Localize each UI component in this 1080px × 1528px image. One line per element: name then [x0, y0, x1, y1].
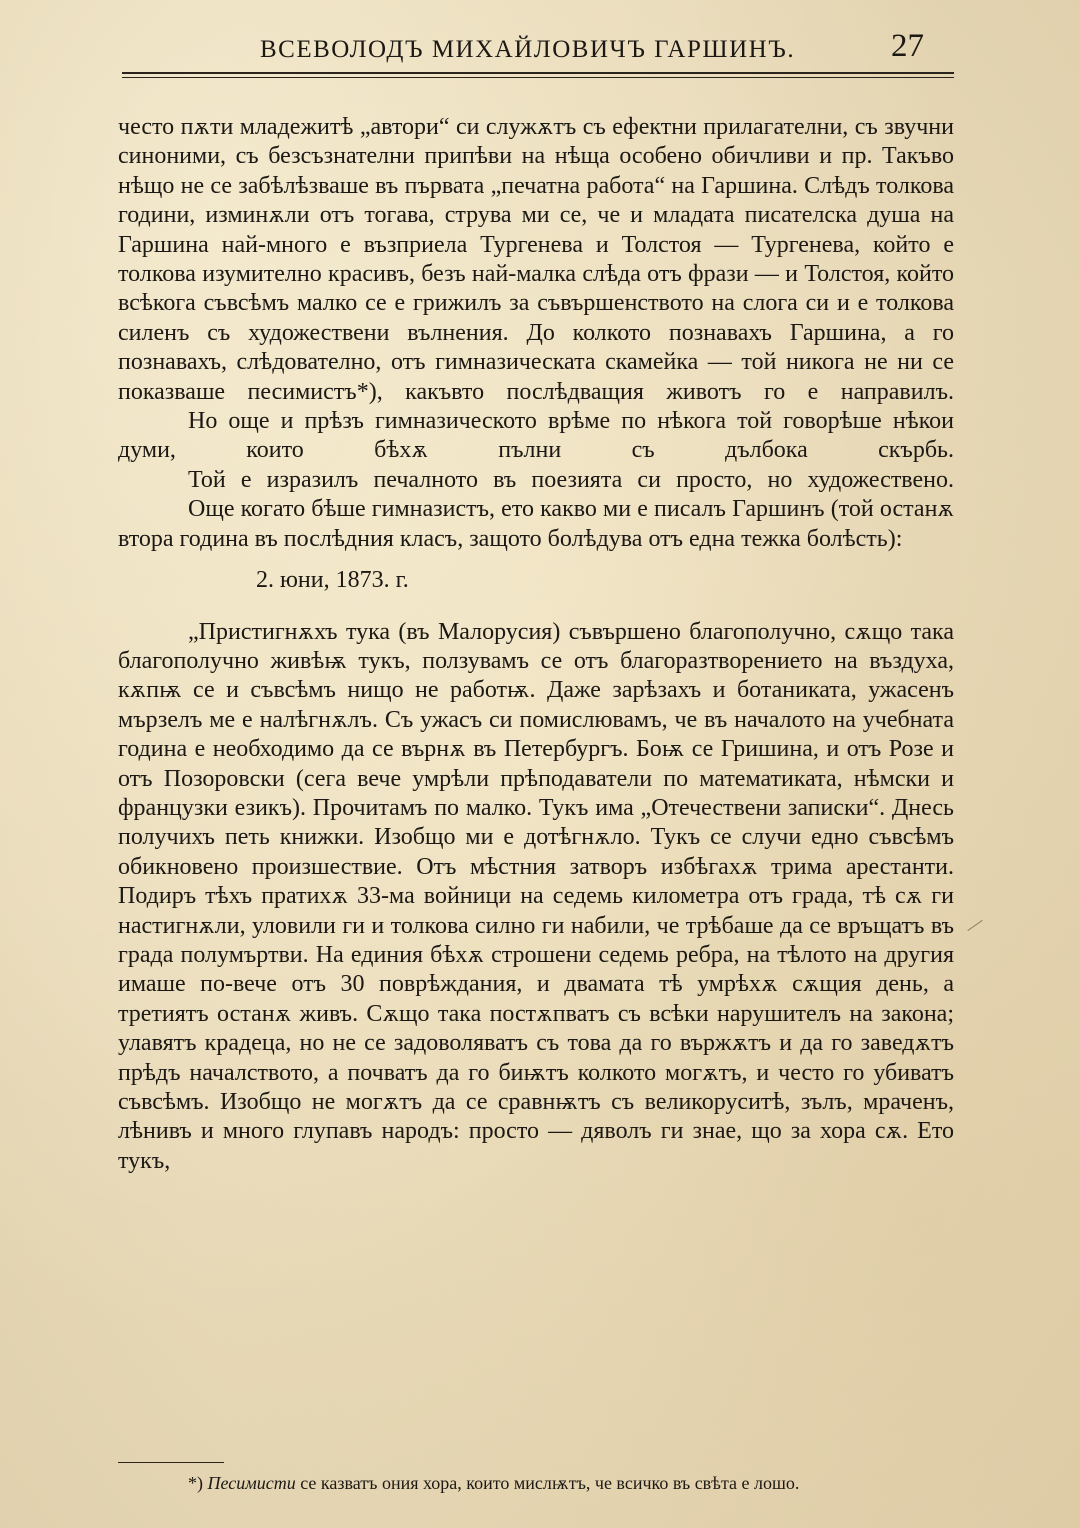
paragraph: Още когато бѣше гимназистъ, ето какво ми е писалъ Гаршинъ (той останѫ втора година въ послѣдния класъ, защото болѣдува отъ една тежка болѣсть):: [118, 496, 954, 552]
body-text: [118, 113, 954, 1176]
page-header: [122, 26, 954, 72]
page-number: 27: [891, 28, 924, 64]
footnote-rule: [118, 1462, 224, 1463]
paragraph: често пѫти младежитѣ „автори“ си служѫтъ съ ефектни прилагателни, съ звучни синоними, съ безсъзнателни припѣви на нѣща особено обичливи и пр. Такъво нѣщо не се забѣлѣзваше въ първата „печатна работа“ на Гаршина. Слѣдъ толкова години, изминѫли отъ тогава, струва ми се, че и младата писателска душа на Гаршина най-много е възприела Тургенева и Толстоя — Тургенева, който е толкова изумително красивъ, безъ най-малка слѣда отъ фрази — и Толстоя, който всѣкога съвсѣмъ малко се е грижилъ за съвършенството на слога си и е толкова силенъ съ художествени вълнения. До колкото познавахъ Гаршина, а го познавахъ, слѣдователно, отъ гимназическата скамейка — той никога не ни се показваше песимистъ*), какъвто послѣдващия животъ го е направилъ.: [118, 114, 954, 405]
footnote: [118, 1470, 950, 1496]
footnote-term: Песимисти: [207, 1473, 296, 1493]
paper-crease-mark: [967, 920, 982, 931]
running-title: ВСЕВОЛОДЪ МИХАЙЛОВИЧЪ ГАРШИНЪ.: [260, 36, 796, 63]
header-rule-thin: [122, 77, 954, 78]
header-rule: [122, 72, 954, 74]
paragraph: Но още и прѣзъ гимназическото врѣме по нѣкога той говорѣше нѣкои думи, които бѣхѫ пълни съ дълбока скърбь.: [118, 408, 954, 464]
letter-text: „Пристигнѫхъ тука (въ Малорусия) съвършено благополучно, сѫщо така благополучно живѣѭ тукъ, ползувамъ се отъ благоразтворението на въздуха, кѫпѭ се и съвсѣмъ нищо не работѭ. Даже зарѣзахъ и ботаниката, ужасенъ мързелъ ме е налѣгнѫлъ. Съ ужасъ си помислювамъ, че въ началото на учебната година е необходимо да се върнѫ въ Петербургъ. Боѭ се Гришина, и отъ Розе и отъ Позоровски (сега вече умрѣли прѣподаватели по математиката, нѣмски и французки езикъ). Прочитамъ по малко. Тукъ има „Отечествени записки“. Днесь получихъ петь книжки. Изобщо ми е дотѣгнѫло. Тукъ се случи едно съвсѣмъ обикновено произшествие. Отъ мѣстния затворъ избѣгахѫ трима арестанти. Подиръ тѣхъ пратихѫ 33-ма войници на седемь километра отъ града, тѣ сѫ ги настигнѫли, уловили ги и толкова силно ги набили, че трѣбаше да се връщатъ въ града полумъртви. На единия бѣхѫ строшени седемь ребра, на тѣлото на другия имаше по-вече отъ 30 поврѣждания, и двамата тѣ умрѣхѫ сѫщия день, а третиятъ останѫ живъ. Сѫщо така постѫпватъ съ всѣки нарушителъ на закона; улавятъ крадеца, но не се задоволяватъ съ това да го вържѫтъ и да го заведѫтъ прѣдъ началството, а почватъ да го биѭтъ колкото могѫтъ, и често го убиватъ съвсѣмъ. Изобщо не могѫтъ да се сравнѭтъ съ великоруситѣ, зълъ, мраченъ, лѣнивъ и много глупавъ народъ: просто — дяволъ ги знае, що за хора сѫ. Ето тукъ,: [118, 618, 954, 1174]
letter-date: 2. юни, 1873. г.: [256, 567, 409, 594]
footnote-marker: *): [188, 1473, 203, 1493]
footnote-text: се казватъ ония хора, които мислѭтъ, че всичко въ свѣта е лошо.: [300, 1473, 800, 1493]
paragraph: Той е изразилъ печалното въ поезията си просто, но художествено.: [188, 466, 954, 493]
